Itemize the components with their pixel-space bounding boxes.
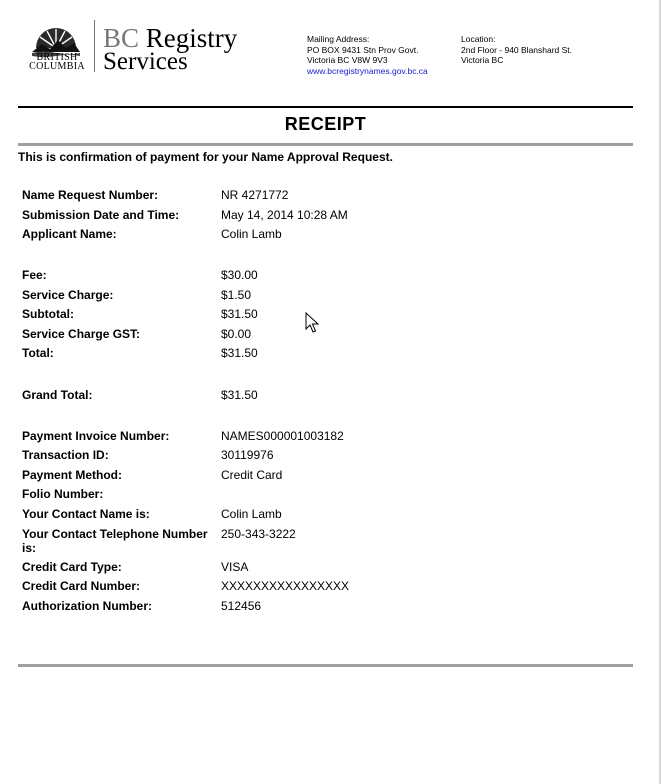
row-label: Authorization Number: bbox=[22, 599, 152, 613]
row-label: Folio Number: bbox=[22, 487, 104, 501]
row-value: $30.00 bbox=[221, 268, 258, 282]
logo-bc-prefix: BC bbox=[103, 23, 140, 53]
mailing-address-line-2: Victoria BC V8W 9V3 bbox=[307, 55, 388, 65]
website-link[interactable]: www.bcregistrynames.gov.bc.ca bbox=[307, 65, 428, 76]
mailing-address-line-1: PO BOX 9431 Stn Prov Govt. bbox=[307, 44, 419, 55]
receipt-header bbox=[0, 0, 661, 100]
mailing-address-label: Mailing Address: bbox=[307, 34, 370, 44]
row-label: Payment Method: bbox=[22, 468, 123, 482]
row-value: 512456 bbox=[221, 599, 262, 613]
row-value: 30119976 bbox=[221, 448, 274, 462]
row-value: $31.50 bbox=[221, 346, 258, 360]
logo-divider bbox=[94, 20, 95, 72]
row-value: $0.00 bbox=[221, 327, 252, 341]
row-value: $31.50 bbox=[221, 388, 258, 402]
location-line-2: Victoria BC bbox=[461, 55, 504, 65]
row-label: Service Charge GST: bbox=[22, 327, 141, 341]
row-label: Name Request Number: bbox=[22, 188, 159, 202]
row-value: Colin Lamb bbox=[221, 507, 282, 521]
row-label: Fee: bbox=[22, 268, 47, 282]
footer-divider bbox=[18, 664, 633, 667]
row-label: Payment Invoice Number: bbox=[22, 429, 170, 443]
row-label: Submission Date and Time: bbox=[22, 208, 180, 222]
logo-text-line-1: BRITISH bbox=[36, 52, 78, 63]
row-label: Service Charge: bbox=[22, 288, 114, 302]
confirmation-message: This is confirmation of payment for your Name Approval Request. bbox=[18, 150, 393, 164]
location-label: Location: bbox=[461, 34, 496, 44]
mailing-address-block bbox=[307, 34, 428, 76]
row-value: $1.50 bbox=[221, 288, 252, 302]
row-value: VISA bbox=[221, 560, 249, 574]
row-label: Subtotal: bbox=[22, 307, 74, 321]
row-label: Credit Card Number: bbox=[22, 579, 141, 593]
mouse-pointer-icon bbox=[305, 312, 319, 334]
header-divider bbox=[18, 106, 633, 108]
row-value: NR 4271772 bbox=[221, 188, 289, 202]
row-value: May 14, 2014 10:28 AM bbox=[221, 208, 348, 222]
row-value: $31.50 bbox=[221, 307, 258, 321]
location-block bbox=[461, 34, 572, 66]
logo-text-line-2: COLUMBIA bbox=[29, 61, 85, 72]
title-divider bbox=[18, 143, 633, 146]
logo-british-columbia-text bbox=[22, 53, 92, 71]
location-line-1: 2nd Floor - 940 Blanshard St. bbox=[461, 44, 573, 55]
row-label: Transaction ID: bbox=[22, 448, 109, 462]
row-label: Your Contact Telephone Number is: bbox=[22, 527, 208, 555]
row-label: Total: bbox=[22, 346, 54, 360]
row-value: NAMES000001003182 bbox=[221, 429, 344, 443]
row-value: Credit Card bbox=[221, 468, 283, 482]
row-value: 250-343-3222 bbox=[221, 527, 296, 541]
row-value: XXXXXXXXXXXXXXXX bbox=[221, 579, 350, 593]
row-value: Colin Lamb bbox=[221, 227, 282, 241]
logo-services-word: Services bbox=[103, 48, 188, 75]
row-label: Your Contact Name is: bbox=[22, 507, 150, 521]
row-label: Grand Total: bbox=[22, 388, 93, 402]
receipt-title: RECEIPT bbox=[284, 114, 367, 134]
row-label: Applicant Name: bbox=[22, 227, 117, 241]
row-label: Credit Card Type: bbox=[22, 560, 122, 574]
logo-registry-word: Registry bbox=[145, 23, 238, 53]
